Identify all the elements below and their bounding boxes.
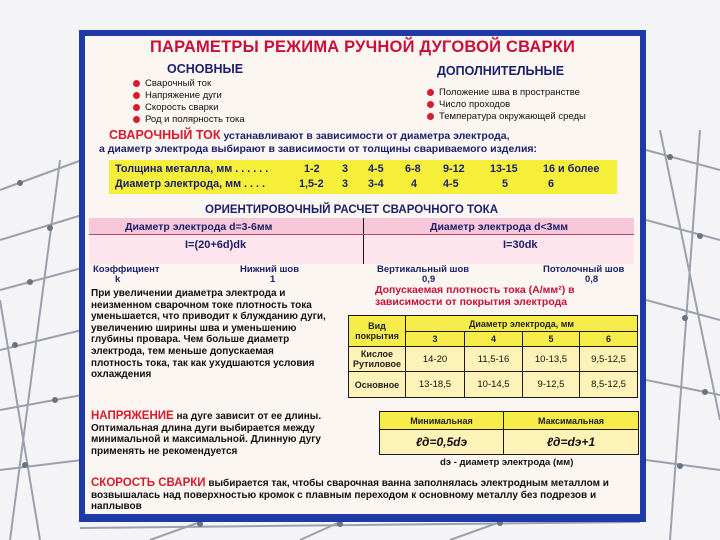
thickness-value: 3 [342,163,349,175]
thickness-value: 9-12 [443,163,465,175]
density-cell: 11,5-16 [477,353,510,365]
diameter-value: 5 [502,178,509,190]
arc-max-label: Максимальная [537,415,605,426]
density-col-header: 3 [432,334,438,344]
arc-max-formula: ℓд=dэ+1 [546,435,596,449]
density-col-header: 4 [490,334,496,344]
thickness-value: 16 и более [543,163,600,175]
density-title: Допускаемая плотность тока (А/мм²) в зависимости от покрытия электрода [375,284,575,308]
divider [89,234,634,235]
bullet-icon [133,80,140,87]
ceiling-seam-value: 0,8 [585,274,599,285]
bullet-icon [427,113,434,120]
density-cell: 10-14,5 [477,379,510,390]
density-cell: 8,5-12,5 [591,379,626,390]
density-row-kind: Кислое Рутиловое [352,349,402,369]
arc-note: dэ - диаметр электрода (мм) [440,457,574,468]
extra-heading: ДОПОЛНИТЕЛЬНЫЕ [437,64,565,78]
bullet-icon [427,89,434,96]
vertical-seam-label: Вертикальный шов [377,264,470,275]
density-cell: 9,5-12,5 [591,353,626,365]
current-line-1: СВАРОЧНЫЙ ТОК устанавливают в зависимости от диаметра электрода, [109,128,510,142]
diameter-value: 4 [411,178,418,190]
density-cell: 10-13,5 [534,353,568,365]
density-col-header: 6 [605,334,611,344]
bullet-icon [133,92,140,99]
extra-list: Положение шва в пространстве Число проходов Температура окружающей среды [427,87,586,123]
density-kind-header: Вид покрытия [355,321,399,341]
diameter-value: 4-5 [443,178,459,190]
welding-parameters-poster [85,36,640,514]
density-cell: 9-12,5 [537,379,565,390]
thickness-value: 1-2 [304,163,320,175]
density-col-header: 5 [548,334,554,344]
density-cell: 14-20 [422,353,448,365]
calc-heading: ОРИЕНТИРОВОЧНЫЙ РАСЧЕТ СВАРОЧНОГО ТОКА [205,204,498,216]
bullet-icon [133,116,140,123]
arc-min-formula: ℓд=0,5dэ [415,435,468,449]
thickness-value: 6-8 [405,163,421,175]
thickness-value: 13-15 [490,163,518,175]
voltage-paragraph: НАПРЯЖЕНИЕ на дуге зависит от ее длины. Оптимальная длина дуги выбирается между минимальной и максимальной. Длинную дугу применять не рекомендуется [91,410,322,457]
coef-label: Коэффициент [93,264,160,275]
density-cell: 13-18,5 [418,379,452,390]
ceiling-seam-label: Потолочный шов [543,264,625,275]
thickness-label: Толщина металла, мм . . . . . . [115,163,269,175]
density-diameter-header: Диаметр электрода, мм [468,318,575,329]
left-formula-header: Диаметр электрода d=3-6мм [125,221,273,233]
right-formula-header: Диаметр электрода d<3мм [430,221,569,233]
diameter-paragraph: При увеличении диаметра электрода и неизменном сварочном токе плотность тока уменьшается, что приводит к блужданию дуги, увеличению ширины шва и уменьшению глубины провара. Чем больше диаметр электрода, тем меньше допускаемая плотность тока, так как ухудшаются условия охлаждения [91,288,326,381]
thickness-value: 4-5 [368,163,384,175]
divider [363,218,364,264]
density-row-kind: Основное [354,379,400,390]
diameter-value: 3-4 [368,178,384,190]
vertical-seam-value: 0,9 [422,274,436,285]
right-formula: I=30dk [503,239,538,251]
left-formula: I=(20+6d)dk [185,239,247,251]
bullet-icon [133,104,140,111]
diameter-value: 3 [342,178,349,190]
main-heading: ОСНОВНЫЕ [167,62,244,76]
diameter-value: 1,5-2 [299,178,324,190]
speed-paragraph: СКОРОСТЬ СВАРКИ выбирается так, чтобы сварочная ванна заполнялась электродным металлом и возвышалась над поверхностью кромок с плавным переходом к основному металлу без подрезов и наплывов [91,477,609,513]
diameter-label: Диаметр электрода, мм . . . . [115,178,266,190]
formula-row [89,234,634,264]
diameter-value: 6 [548,178,555,190]
arc-min-label: Минимальная [410,415,473,426]
lower-seam-label: Нижний шов [240,264,300,275]
main-list: Сварочный ток Напряжение дуги Скорость сварки Род и полярность тока [133,78,245,126]
current-line-2: а диаметр электрода выбирают в зависимости от толщины свариваемого изделия: [99,143,538,155]
lower-seam-value: 1 [270,274,276,285]
poster-title: ПАРАМЕТРЫ РЕЖИМА РУЧНОЙ ДУГОВОЙ СВАРКИ [149,38,576,56]
bullet-icon [427,101,434,108]
coef-symbol: k [115,274,121,285]
